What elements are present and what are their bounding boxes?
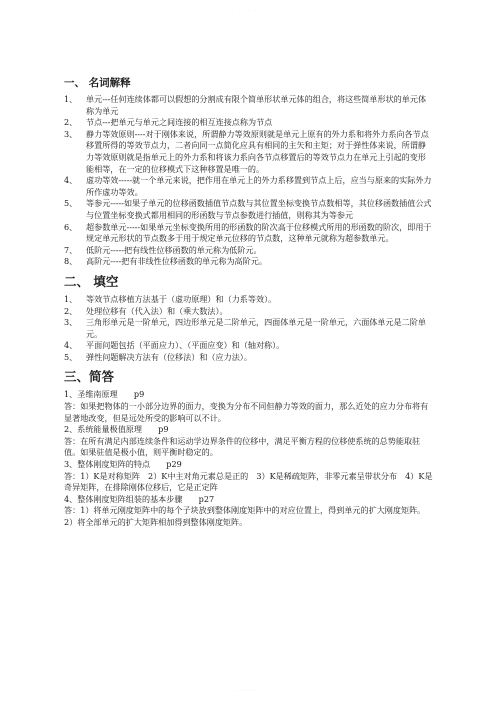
item-number: 2、: [64, 305, 78, 316]
list-item: [64, 175, 434, 198]
item-number: 4、: [64, 175, 78, 186]
list-item: [64, 245, 434, 257]
item-text: 高阶元----把有非线性位移函数的单元称为高阶元。: [86, 256, 267, 267]
item-number: 7、: [64, 244, 78, 255]
item-text: 平面问题包括（平面应力）、（平面应变）和（轴对称）。: [86, 340, 285, 351]
list-item: [64, 129, 434, 175]
page-header-mark: · · · ·: [238, 8, 258, 14]
item-text: 虚功等效-----就一个单元来说，把作用在单元上的外力系移置到节点上后，应当与原来的实际外力所作虚功等效。: [86, 175, 432, 197]
question-line: 4、整体刚度矩阵组装的基本步骤 p27: [64, 493, 215, 504]
item-number: 6、: [64, 221, 78, 232]
document-content: [64, 76, 434, 529]
item-text: 弹性问题解决方法有（位移法）和（应力法）。: [86, 351, 252, 362]
item-text: 超参数单元-----如果单元坐标变换所用的形函数的阶次高于位移模式所用的形函数的阶次，即用于规定单元形状的节点数多于用于规定单元位移的节点数，这种单元就称为超参数单元。: [86, 221, 432, 244]
fill-in-list: [64, 294, 434, 364]
short-answer-block: [64, 389, 434, 528]
item-text: 单元---任何连续体都可以假想的分割成有限个简单形状单元体的组合，将这些简单形状的单元体称为单元: [86, 94, 427, 116]
item-text: 静力等效原则----对于刚体来说，所谓静力等效原则就是单元上原有的外力系和将外力系向各节点移置所得的等效节点力，二者向同一点简化应具有相同的主矢和主矩；对于弹性体来说，所谓静力等效原则就是指单元上的外力系和将该力系向各节点移置后的等效节点力在单元上引起的变形能相等，在一定的位移模式下这种移置是唯一的。: [86, 128, 429, 174]
answer-line: 答：1）将单元刚度矩阵中的每个子块放到整体刚度矩阵中的对应位置上，得到单元的扩大刚度矩阵。: [64, 505, 426, 516]
question-line: 1、圣维南原理 p9: [64, 389, 145, 400]
list-item: [64, 352, 434, 364]
list-item: [64, 294, 434, 306]
list-item: [64, 222, 434, 245]
item-text: 处理位移有（代入法）和（乘大数法）。: [86, 305, 228, 316]
answer-line: 答：如果把物体的一小部分边界的面力，变换为分布不同但静力等效的面力，那么近处的应力分布将有显著地改变，但是远处所受的影响可以不计。: [64, 401, 429, 423]
item-number: 3、: [64, 317, 78, 328]
answer-line: 2）将全部单元的扩大矩阵相加得到整体刚度矩阵。: [64, 517, 248, 527]
item-text: 低阶元-----把有线性位移函数的单元称为低阶元。: [86, 244, 262, 255]
list-item: [64, 117, 434, 129]
question-line: 2、系统能量极值原理 p9: [64, 424, 169, 435]
list-item: [64, 317, 434, 340]
item-number: 1、: [64, 94, 78, 104]
item-number: 1、: [64, 293, 78, 304]
list-item: [64, 306, 434, 318]
list-item: [64, 256, 434, 268]
item-number: 5、: [64, 351, 78, 362]
list-item: [64, 198, 434, 221]
question-line: 3、整体刚度矩阵的特点 p29: [64, 459, 182, 470]
definitions-list: [64, 94, 434, 268]
section-heading-short-answer: 三、简答: [64, 369, 115, 385]
item-number: 2、: [64, 117, 78, 128]
item-text: 三角形单元是一阶单元，四边形单元是二阶单元，四面体单元是一阶单元，六面体单元是二阶单元。: [86, 317, 426, 339]
list-item: [64, 94, 434, 117]
section-heading-definitions: 一、 名词解释: [64, 77, 131, 89]
item-number: 4、: [64, 340, 78, 351]
item-number: 5、: [64, 198, 78, 209]
page-footer-mark: · · · · · · · ·: [236, 688, 260, 694]
item-text: 等效节点移植方法基于（虚功原理）和（力系等效）。: [86, 293, 277, 304]
item-number: 8、: [64, 256, 78, 267]
answer-line: 答：在所有满足内部连续条件和运动学边界条件的位移中，满足平衡方程的位移使系统的总势能取驻值。如果驻值是极小值，则平衡时稳定的。: [64, 435, 421, 458]
list-item: [64, 340, 434, 352]
section-heading-fill-in: 二、 填空: [64, 273, 119, 289]
item-text: 等参元-----如果子单元的位移函数插值节点数与其位置坐标变换节点数相等，其位移函数插值公式与位置坐标变换式都用相同的形函数与节点参数进行插值，则称其为等参元: [86, 198, 432, 220]
item-text: 节点---把单元与单元之间连接的相互连接点称为节点: [86, 117, 273, 128]
answer-line: 答：1）K是对称矩阵 2）K中主对角元素总是正的 3）K是稀疏矩阵，非零元素呈带状分布 4）K是奇异矩阵，在排除刚体位移后，它是正定阵: [64, 470, 433, 493]
item-number: 3、: [64, 128, 78, 139]
